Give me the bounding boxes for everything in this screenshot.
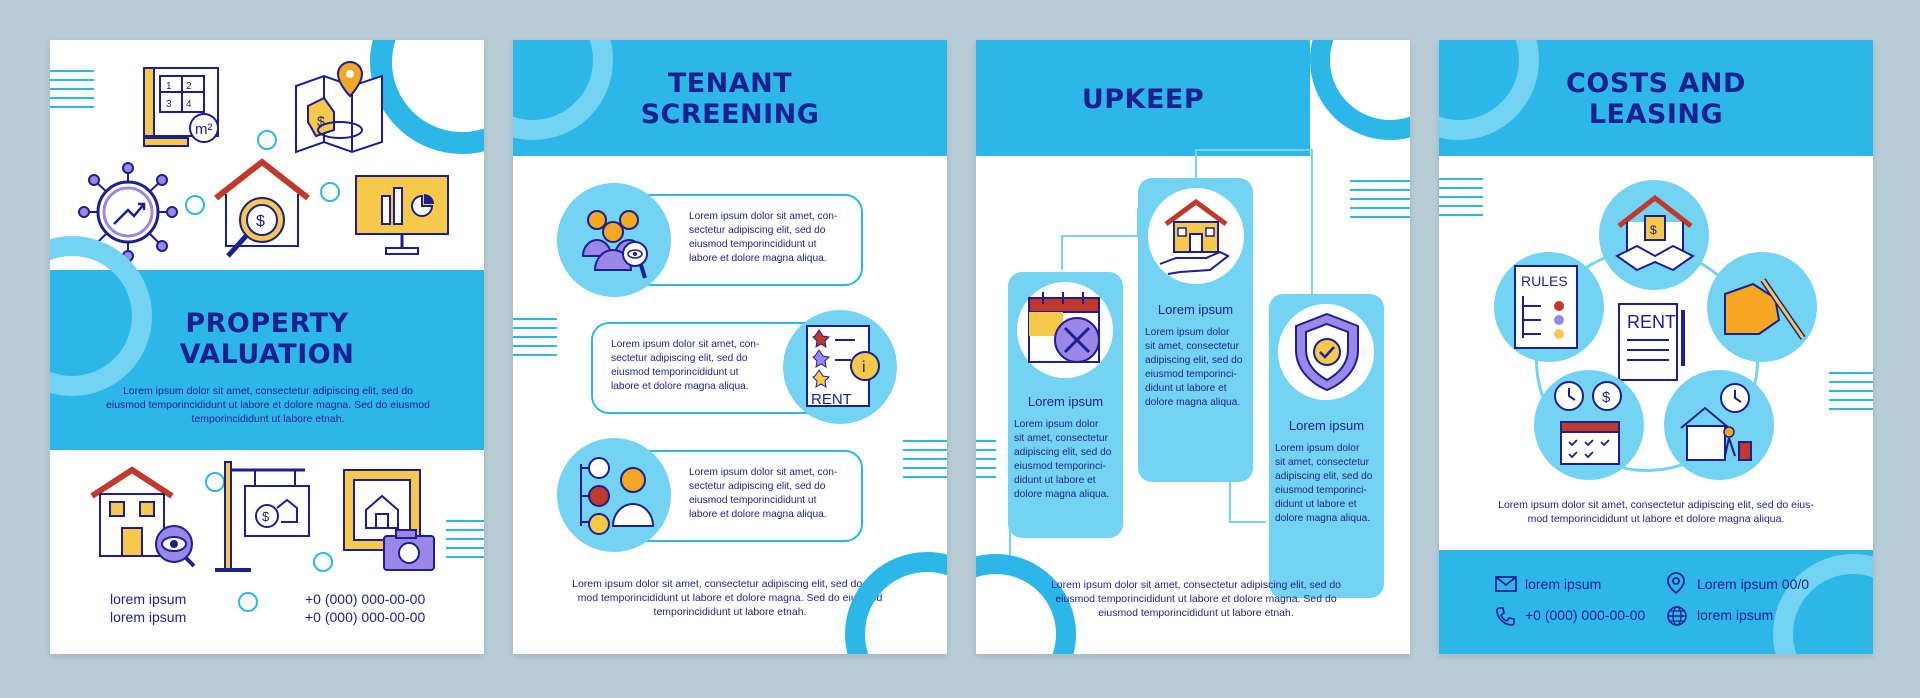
blueprint-m2-icon (138, 62, 228, 150)
page-title: COSTS AND LEASING (1566, 68, 1746, 130)
rules-label: RULES (1521, 273, 1568, 289)
upkeep-column-text: Lorem ipsum dolor sit amet, consectetur adipiscing elit, sed do eiusmod temporinci- didunt ut labore et dolore magna aliqua. (1014, 419, 1112, 500)
rent-application-icon (799, 322, 883, 412)
dot-decoration (257, 130, 277, 150)
svg-text:$: $ (262, 509, 270, 524)
calendar-tools-icon (1025, 288, 1107, 372)
svg-text:4: 4 (186, 99, 192, 110)
contact-right-2: +0 (000) 000-00-00 (305, 609, 426, 625)
dot-decoration (313, 552, 333, 572)
page-title: UPKEEP (1081, 84, 1205, 115)
brochure-page-property-valuation (50, 40, 484, 654)
screening-item-text: Lorem ipsum dolor sit amet, con- sectetur adipiscing elit, sed do eiusmod temporincididunt ut labore et dolore magna aliqua. (689, 467, 838, 520)
rules-checklist-icon (1509, 262, 1589, 354)
dot-decoration (238, 592, 258, 612)
contact-left-1: lorem ipsum (110, 591, 187, 607)
house-eye-icon (88, 466, 200, 570)
svg-text:i: i (862, 359, 866, 376)
page-body-text: Lorem ipsum dolor sit amet, consectetur adipiscing elit, sed do eiusmod temporincididunt ut labore et dolore magna. Sed do eiusmod temporincididunt ut labore etnah. (106, 385, 430, 425)
real-estate-sign-icon (215, 458, 325, 576)
people-magnifier-icon (573, 198, 657, 282)
line-decoration (903, 440, 947, 485)
svg-text:1: 1 (166, 81, 172, 92)
upkeep-column-text: Lorem ipsum dolor sit amet, consectetur adipiscing elit, sed do eiusmod temporinci- didunt ut labore et dolore magna aliqua. (1275, 443, 1373, 524)
line-decoration (1829, 372, 1873, 417)
m2-text: m² (195, 121, 213, 138)
contact-website: lorem ipsum (1697, 607, 1774, 623)
rent-label: RENT (1627, 312, 1676, 332)
brochure-page-upkeep (976, 40, 1410, 654)
svg-text:3: 3 (166, 99, 172, 110)
svg-text:$: $ (1650, 223, 1657, 237)
brochure-page-costs-and-leasing (1439, 40, 1873, 654)
candidate-skills-icon (571, 452, 661, 542)
svg-text:$: $ (1602, 389, 1611, 406)
upkeep-column-heading: Lorem ipsum (1027, 394, 1104, 409)
line-decoration (1439, 178, 1483, 223)
location-pin-icon (1667, 572, 1685, 594)
page-body-text: Lorem ipsum dolor sit amet, consectetur adipiscing elit, sed do eius- mod temporincididunt ut labore et dolore magna aliqua. (1498, 499, 1814, 525)
page-body-text: Lorem ipsum dolor sit amet, consectetur adipiscing elit, sed do eiusmod temporincididunt ut labore et dolore magna. Sed do eiusmod temporincididunt ut labore etnah. (1050, 579, 1342, 619)
globe-icon (1667, 606, 1687, 626)
phone-icon (1495, 606, 1515, 626)
upkeep-column-heading: Lorem ipsum (1288, 418, 1365, 433)
shield-check-icon (1286, 310, 1368, 394)
dot-decoration (320, 182, 340, 202)
payment-schedule-icon (1547, 378, 1633, 470)
map-pin-price-icon (290, 60, 390, 156)
dot-decoration (185, 195, 205, 215)
corner-ring-decoration (845, 552, 947, 654)
contact-address: Lorem ipsum 00/0 (1697, 576, 1810, 592)
contact-left-2: lorem ipsum (110, 609, 187, 625)
photo-frame-camera-icon (340, 466, 440, 576)
screening-item-text: Lorem ipsum dolor sit amet, con- sectetur adipiscing elit, sed do eiusmod temporincididunt ut labore et dolore magna aliqua. (611, 339, 760, 392)
hand-signing-icon (1719, 264, 1809, 352)
rent-label: RENT (811, 391, 852, 408)
brochure-page-tenant-screening (513, 40, 947, 654)
house-hand-icon (1156, 194, 1238, 278)
analytics-monitor-icon (352, 170, 452, 260)
contact-right-1: +0 (000) 000-00-00 (305, 591, 426, 607)
page-title: TENANT SCREENING (640, 68, 820, 130)
dollar-text: $ (317, 113, 325, 129)
screening-item-text: Lorem ipsum dolor sit amet, con- sectetur adipiscing elit, sed do eiusmod temporincididunt ut labore et dolore magna aliqua. (689, 211, 838, 264)
house-handshake-icon (1611, 190, 1699, 280)
line-decoration (446, 520, 484, 565)
line-decoration (50, 70, 94, 115)
page-title: PROPERTY VALUATION (179, 308, 355, 370)
svg-text:$: $ (256, 213, 265, 230)
envelope-icon (1495, 576, 1517, 592)
house-magnifier-icon (210, 154, 314, 260)
page-body-text: Lorem ipsum dolor sit amet, consectetur adipiscing elit, sed do eius- mod temporincididunt ut labore et dolore magna. Sed do eiusmod temporincididunt ut labore etnah. (572, 578, 888, 618)
upkeep-column-text: Lorem ipsum dolor sit amet, consectetur adipiscing elit, sed do eiusmod temporinci- didunt ut labore et dolore magna aliqua. (1145, 327, 1243, 408)
contact-phone: +0 (000) 000-00-00 (1525, 607, 1646, 623)
upkeep-column-heading: Lorem ipsum (1157, 302, 1234, 317)
move-out-house-icon (1675, 378, 1765, 470)
svg-text:2: 2 (186, 81, 192, 92)
contact-email: lorem ipsum (1525, 576, 1602, 592)
line-decoration (513, 318, 557, 363)
